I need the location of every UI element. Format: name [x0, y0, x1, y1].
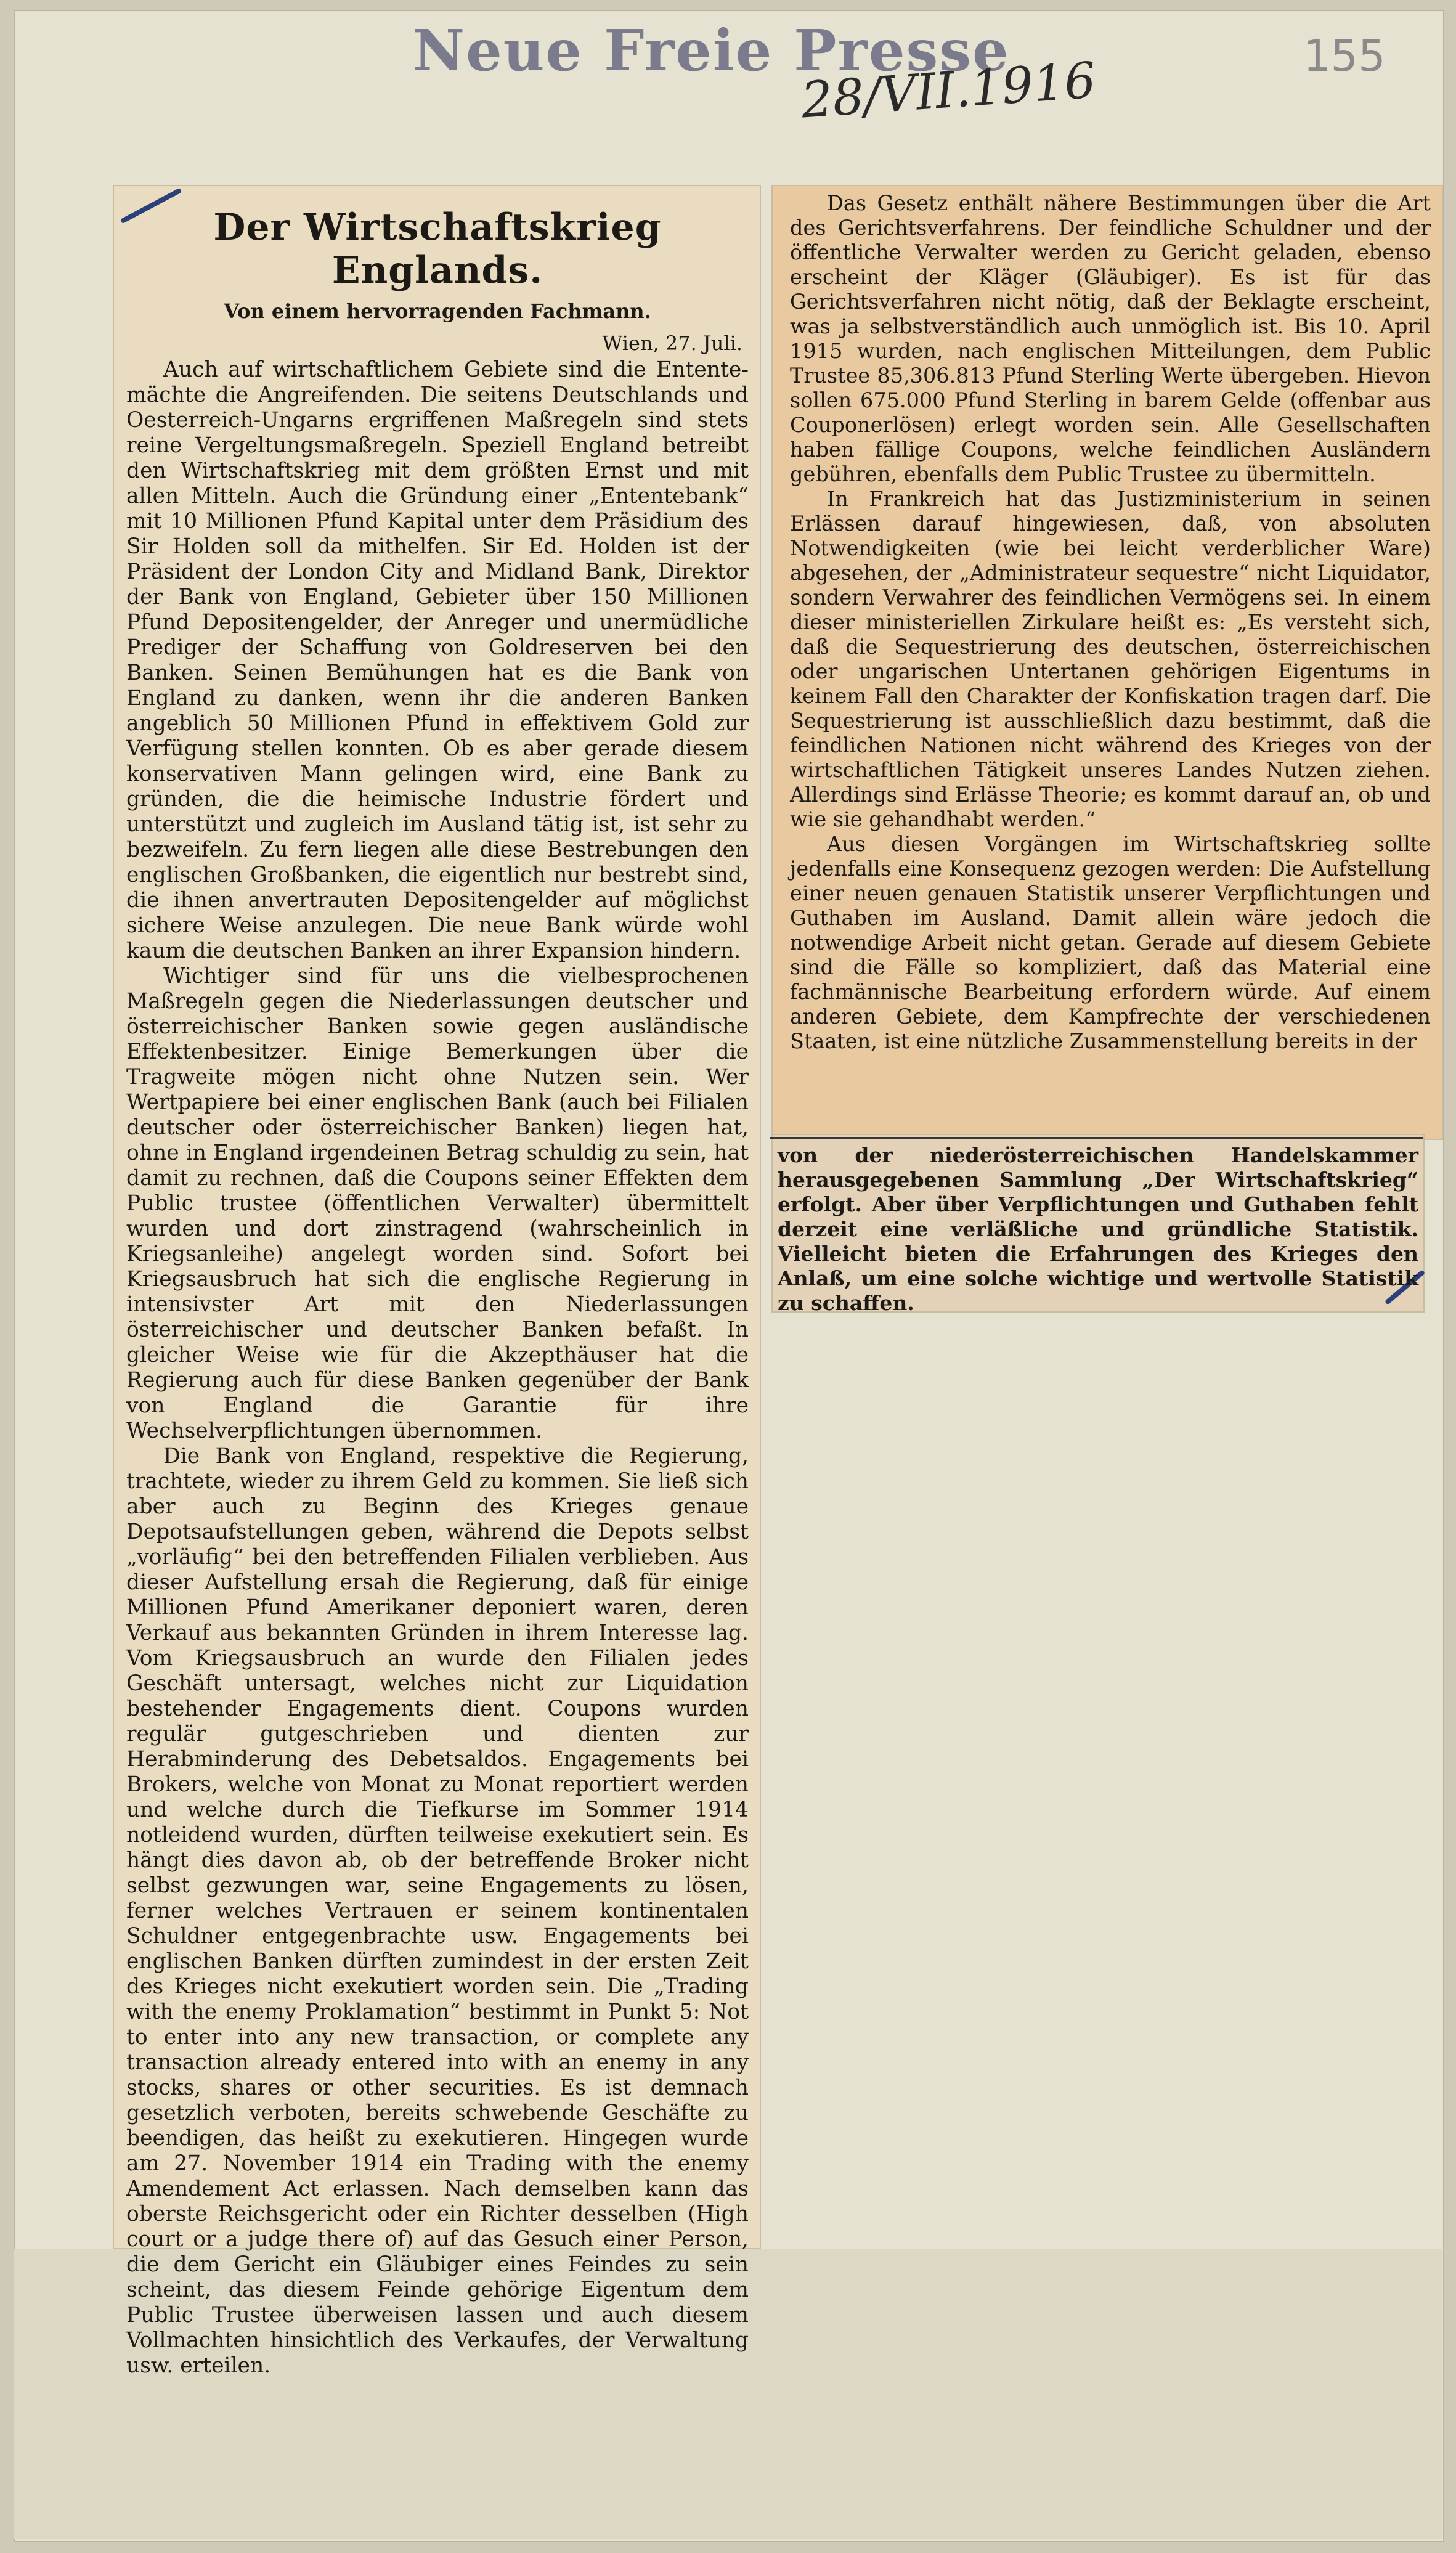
article-headline: Der Wirtschaftskrieg Englands. — [213, 206, 662, 292]
article-right-continuation — [778, 1143, 1418, 1316]
paragraph: Wichtiger sind für uns die vielbesprochenen Maßregeln gegen die Niederlassungen deutscher und österreichischer Banken sowie gegen ausländische Effektenbesitzer. Einige Bemerkungen über die Tragweite mögen nicht ohne Nutzen sein. Wer Wertpapiere bei einer englischen Bank (auch bei Filialen deutscher oder österreichischer Banken) liegen hat, ohne in England irgendeinen Betrag schuldig zu sein, hat damit zu rechnen, daß die Coupons seiner Effekten dem Public trustee (öffentlichen Verwalter) übermittelt wurden und dort zinstragend (wahrscheinlich in Kriegsanleihe) angelegt worden sind. Sofort bei Kriegsausbruch hat sich die englische Regierung in intensivster Art mit den Niederlassungen österreichischer und deutscher Banken befaßt. In gleicher Weise wie für die Akzepthäuser hat die Regierung auch für diese Banken gegenüber der Bank von England die Garantie für ihre Wechselverpflichtungen übernommen. — [126, 964, 749, 1443]
paragraph: von der niederösterreichischen Handelskammer herausgegebenen Sammlung „Der Wirtschaftskrieg“ erfolgt. Aber über Verpflichtungen und Guthaben fehlt derzeit eine verläßliche und gründliche Statistik. Vielleicht bieten die Erfahrungen des Krieges den Anlaß, um eine solche wichtige und wertvolle Statistik zu schaffen. — [778, 1143, 1418, 1315]
article-right-column — [790, 191, 1431, 1054]
paragraph: Auch auf wirtschaftlichem Gebiete sind die Entente-mächte die Angreifenden. Die seitens Deutschlands und Oesterreich-Ungarns ergriffenen Maßregeln sind stets reine Vergeltungsmaßregeln. Speziell England betreibt den Wirtschaftskrieg mit dem größten Ernst und mit allen Mitteln. Auch die Gründung einer „Ententebank“ mit 10 Millionen Pfund Kapital unter dem Präsidium des Sir Holden soll da mithelfen. Sir Ed. Holden ist der Präsident der London City and Midland Bank, Direktor der Bank von England, Gebieter über 150 Millionen Pfund Depositengelder, der Anreger und unermüdliche Prediger der Schaffung von Goldreserven bei den Banken. Seinen Bemühungen hat es die Bank von England zu danken, wenn ihr die anderen Banken angeblich 50 Millionen Pfund in effektivem Gold zur Verfügung stellen konnten. Ob es aber gerade diesem konservativen Mann gelingen wird, eine Bank zu gründen, die die heimische Industrie fördert und unterstützt und zugleich im Ausland tätig ist, ist sehr zu bezweifeln. Zu fern liegen alle diese Bestrebungen den englischen Großbanken, die eigentlich nur bestrebt sind, die ihnen anvertrauten Depositengelder auf möglichst sichere Weise anzulegen. Die neue Bank würde wohl kaum die deutschen Banken an ihrer Expansion hindern. — [126, 357, 749, 963]
article-dateline: Wien, 27. Juli. — [602, 332, 742, 355]
paragraph: Das Gesetz enthält nähere Bestimmungen über die Art des Gerichtsverfahrens. Der feindliche Schuldner und der öffentliche Verwalter werden zu Gericht geladen, ebenso erscheint der Kläger (Gläubiger). Es ist für das Gerichtsverfahren nicht nötig, daß der Beklagte erscheint, was ja selbstverständlich auch unmöglich ist. Bis 10. April 1915 wurden, nach englischen Mitteilungen, dem Public Trustee 85,306.813 Pfund Sterling Werte übergeben. Hievon sollen 675.000 Pfund Sterling in barem Gelde (offenbar aus Couponerlösen) erlegt worden sein. Alle Gesellschaften haben fällige Coupons, welche feindlichen Ausländern gebühren, ebenfalls dem Public Trustee zu übermitteln. — [790, 191, 1431, 486]
article-byline: Von einem hervorragenden Fachmann. — [224, 299, 651, 323]
handwritten-date: 28/VII.1916 — [799, 51, 1098, 129]
paragraph: Die Bank von England, respektive die Regierung, trachtete, wieder zu ihrem Geld zu kommen. Sie ließ sich aber auch zu Beginn des Krieges genaue Depotsaufstellungen geben, während die Depots selbst „vorläufig“ bei den betreffenden Filialen verblieben. Aus dieser Aufstellung ersah die Regierung, daß für einige Millionen Pfund Amerikaner deponiert waren, deren Verkauf aus bekannten Gründen in ihrem Interesse lag. Vom Kriegsausbruch an wurde den Filialen jedes Geschäft untersagt, welches nicht zur Liquidation bestehender Engagements dient. Coupons wurden regulär gutgeschrieben und dienten zur Herabminderung des Debetsaldos. Engagements bei Brokers, welche von Monat zu Monat reportiert werden und welche durch die Tiefkurse im Sommer 1914 notleidend wurden, dürften teilweise exekutiert sein. Es hängt dies davon ab, ob der betreffende Broker nicht selbst gezwungen war, seine Engagements zu lösen, ferner welches Vertrauen er seinem kontinentalen Schuldner entgegenbrachte usw. Engagements bei englischen Banken dürften zumindest in der ersten Zeit des Krieges nicht exekutiert worden sein. Die „Trading with the enemy Proklamation“ bestimmt in Punkt 5: Not to enter into any new transaction, or complete any transaction already entered into with an enemy in any stocks, shares or other securities. Es ist demnach gesetzlich verboten, bereits schwebende Geschäfte zu beendigen, das heißt zu exekutieren. Hingegen wurde am 27. November 1914 ein Trading with the enemy Amendement Act erlassen. Nach demselben kann das oberste Reichsgericht oder ein Richter desselben (High court or a judge there of) auf das Gesuch einer Person, die dem Gericht ein Gläubiger eines Feindes zu sein scheint, das diesem Feinde gehörige Eigentum dem Public Trustee überweisen lassen und auch diesem Vollmachten hinsichtlich des Verkaufes, der Verwaltung usw. erteilen. — [126, 1444, 749, 2378]
page-number: 155 — [1303, 31, 1386, 81]
newspaper-masthead-stamp: Neue Freie Presse — [413, 17, 1010, 84]
article-left-column — [126, 197, 749, 2379]
column-divider-rule — [770, 1137, 1423, 1139]
paragraph: Aus diesen Vorgängen im Wirtschaftskrieg sollte jedenfalls eine Konsequenz gezogen werden: Die Aufstellung einer neuen genauen Statistik unserer Verpflichtungen und Guthaben im Ausland. Damit allein wäre jedoch die notwendige Arbeit nicht getan. Gerade auf diesem Gebiete sind die Fälle so kompliziert, daß das Material eine fachmännische Bearbeitung erfordern würde. Auf einem anderen Gebiete, dem Kampfrechte der verschiedenen Staaten, ist eine nützliche Zusammenstellung bereits in der — [790, 832, 1431, 1053]
paragraph: In Frankreich hat das Justizministerium in seinen Erlässen darauf hingewiesen, daß, von absoluten Notwendigkeiten (wie bei leicht verderblicher Ware) abgesehen, der „Administrateur sequestre“ nicht Liquidator, sondern Verwahrer des feindlichen Vermögens sei. In einem dieser ministeriellen Zirkulare heißt es: „Es versteht sich, daß die Sequestrierung des deutschen, österreichischen oder ungarischen Untertanen gehörigen Eigentums in keinem Fall den Charakter der Konfiskation tragen darf. Die Sequestrierung ist ausschließlich dazu bestimmt, daß die feindlichen Nationen nicht während des Krieges von der wirtschaftlichen Tätigkeit unseres Landes Nutzen ziehen. Allerdings sind Erlässe Theorie; es kommt darauf an, ob und wie sie gehandhabt werden.“ — [790, 487, 1431, 831]
